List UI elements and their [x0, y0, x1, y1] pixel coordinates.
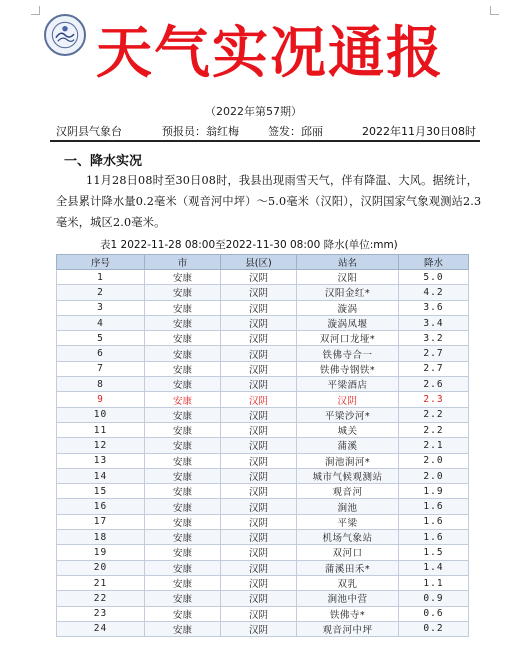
cell-precip: 2.7 [399, 346, 469, 361]
table-row [57, 468, 469, 483]
cell-precip: 2.0 [399, 453, 469, 468]
table-row [57, 346, 469, 361]
cell-city: 安康 [145, 392, 221, 407]
cell-station: 观音河 [297, 484, 399, 499]
table-row [57, 361, 469, 376]
cell-station: 机场气象站 [297, 530, 399, 545]
table-body [57, 270, 469, 637]
cell-station: 铁佛寺合一 [297, 346, 399, 361]
cell-county: 汉阴 [221, 377, 297, 392]
cell-city: 安康 [145, 377, 221, 392]
signer: 签发：邱丽 [268, 125, 323, 138]
cell-station: 漩涡凤堰 [297, 315, 399, 330]
col-header-county: 县(区) [221, 255, 297, 270]
table-row [57, 621, 469, 636]
col-header-station: 站名 [297, 255, 399, 270]
cell-index: 7 [57, 361, 145, 376]
cell-precip: 1.6 [399, 530, 469, 545]
cell-city: 安康 [145, 315, 221, 330]
meteorological-emblem-icon [44, 14, 86, 56]
cell-index: 23 [57, 606, 145, 621]
cell-county: 汉阴 [221, 300, 297, 315]
table-row [57, 300, 469, 315]
cell-index: 5 [57, 331, 145, 346]
page-title: 天气实况通报 [96, 20, 444, 86]
cell-station: 平梁 [297, 514, 399, 529]
cell-station: 观音河中坪 [297, 621, 399, 636]
cell-county: 汉阴 [221, 331, 297, 346]
cell-county: 汉阴 [221, 422, 297, 437]
cell-county: 汉阴 [221, 484, 297, 499]
cell-index: 22 [57, 591, 145, 606]
cell-city: 安康 [145, 514, 221, 529]
cell-precip: 1.5 [399, 545, 469, 560]
cell-index: 20 [57, 560, 145, 575]
table-row [57, 315, 469, 330]
cell-city: 安康 [145, 453, 221, 468]
cell-index: 18 [57, 530, 145, 545]
cell-city: 安康 [145, 499, 221, 514]
cell-county: 汉阴 [221, 514, 297, 529]
cell-station: 铁佛寺钢铁* [297, 361, 399, 376]
cell-station: 蒲溪田禾* [297, 560, 399, 575]
cell-index: 1 [57, 270, 145, 285]
table-row [57, 545, 469, 560]
table-row [57, 453, 469, 468]
cell-precip: 0.6 [399, 606, 469, 621]
cell-city: 安康 [145, 422, 221, 437]
cell-precip: 3.6 [399, 300, 469, 315]
cell-city: 安康 [145, 361, 221, 376]
cell-county: 汉阴 [221, 530, 297, 545]
cell-city: 安康 [145, 407, 221, 422]
cell-precip: 5.0 [399, 270, 469, 285]
cell-precip: 2.1 [399, 438, 469, 453]
table-row [57, 285, 469, 300]
col-header-precip: 降水 [399, 255, 469, 270]
cell-station: 汉阴 [297, 392, 399, 407]
cell-city: 安康 [145, 438, 221, 453]
cell-precip: 1.1 [399, 575, 469, 590]
cell-station: 涧池 [297, 499, 399, 514]
cell-precip: 4.2 [399, 285, 469, 300]
issue-number: （2022年第57期） [205, 105, 302, 118]
cell-station: 双河口龙垭* [297, 331, 399, 346]
cell-station: 平梁酒店 [297, 377, 399, 392]
cell-precip: 3.2 [399, 331, 469, 346]
cell-precip: 2.0 [399, 468, 469, 483]
cell-county: 汉阴 [221, 575, 297, 590]
cell-index: 24 [57, 621, 145, 636]
cell-station: 汉阳金红* [297, 285, 399, 300]
issue-time: 2022年11月30日08时 [362, 125, 476, 138]
cell-station: 城关 [297, 422, 399, 437]
cell-index: 14 [57, 468, 145, 483]
cell-city: 安康 [145, 560, 221, 575]
table-caption: 表1 2022-11-28 08:00至2022-11-30 08:00 降水(单位:mm) [100, 239, 398, 251]
table-row [57, 530, 469, 545]
cell-precip: 2.2 [399, 422, 469, 437]
cell-county: 汉阴 [221, 499, 297, 514]
summary-paragraph: 11月28日08时至30日08时，我县出现雨雪天气，伴有降温、大风。据统计，全县累计降水量0.2毫米（观音河中坪）～5.0毫米（汉阳），汉阴国家气象观测站2.3毫米，城区2.0毫米。 [56, 174, 482, 229]
cell-index: 4 [57, 315, 145, 330]
table-row [57, 407, 469, 422]
table-row [57, 591, 469, 606]
cell-city: 安康 [145, 484, 221, 499]
cell-precip: 2.2 [399, 407, 469, 422]
cell-station: 双乳 [297, 575, 399, 590]
cell-precip: 2.6 [399, 377, 469, 392]
cell-station: 城市气候观测站 [297, 468, 399, 483]
cell-county: 汉阴 [221, 468, 297, 483]
cell-city: 安康 [145, 606, 221, 621]
table-row [57, 484, 469, 499]
cell-index: 2 [57, 285, 145, 300]
cell-precip: 1.9 [399, 484, 469, 499]
cell-city: 安康 [145, 530, 221, 545]
cell-station: 涧池涧河* [297, 453, 399, 468]
cell-station: 漩涡 [297, 300, 399, 315]
cell-city: 安康 [145, 300, 221, 315]
cell-city: 安康 [145, 575, 221, 590]
cell-index: 13 [57, 453, 145, 468]
table-row [57, 514, 469, 529]
page-corner-mark-left [31, 6, 40, 15]
cell-county: 汉阴 [221, 407, 297, 422]
cell-precip: 3.4 [399, 315, 469, 330]
cell-index: 8 [57, 377, 145, 392]
table-row [57, 438, 469, 453]
table-row [57, 392, 469, 407]
cell-index: 3 [57, 300, 145, 315]
cell-station: 涧池中营 [297, 591, 399, 606]
cell-precip: 1.4 [399, 560, 469, 575]
cell-county: 汉阴 [221, 346, 297, 361]
cell-county: 汉阴 [221, 621, 297, 636]
cell-precip: 2.7 [399, 361, 469, 376]
cell-city: 安康 [145, 346, 221, 361]
cell-county: 汉阴 [221, 453, 297, 468]
cell-index: 11 [57, 422, 145, 437]
cell-index: 15 [57, 484, 145, 499]
cell-county: 汉阴 [221, 591, 297, 606]
cell-station: 铁佛寺* [297, 606, 399, 621]
cell-city: 安康 [145, 545, 221, 560]
forecaster: 预报员：翁红梅 [162, 125, 239, 138]
col-header-city: 市 [145, 255, 221, 270]
cell-city: 安康 [145, 285, 221, 300]
cell-county: 汉阴 [221, 285, 297, 300]
cell-precip: 1.6 [399, 514, 469, 529]
table-row [57, 331, 469, 346]
cell-county: 汉阴 [221, 438, 297, 453]
cell-precip: 0.2 [399, 621, 469, 636]
precipitation-table [56, 254, 469, 637]
cell-county: 汉阴 [221, 361, 297, 376]
cell-station: 蒲溪 [297, 438, 399, 453]
cell-county: 汉阴 [221, 270, 297, 285]
cell-county: 汉阴 [221, 545, 297, 560]
cell-city: 安康 [145, 331, 221, 346]
table-row [57, 499, 469, 514]
cell-county: 汉阴 [221, 392, 297, 407]
cell-station: 平梁沙河* [297, 407, 399, 422]
cell-precip: 0.9 [399, 591, 469, 606]
cell-precip: 1.6 [399, 499, 469, 514]
table-row [57, 422, 469, 437]
cell-station: 双河口 [297, 545, 399, 560]
cell-city: 安康 [145, 621, 221, 636]
cell-county: 汉阴 [221, 560, 297, 575]
cell-index: 10 [57, 407, 145, 422]
table-header-row [57, 255, 469, 270]
info-bar [50, 120, 480, 142]
cell-precip: 2.3 [399, 392, 469, 407]
cell-index: 16 [57, 499, 145, 514]
cell-index: 6 [57, 346, 145, 361]
cell-index: 21 [57, 575, 145, 590]
cell-county: 汉阴 [221, 315, 297, 330]
cell-index: 17 [57, 514, 145, 529]
col-header-index: 序号 [57, 255, 145, 270]
table-row [57, 377, 469, 392]
section-title: 一、降水实况 [64, 154, 143, 169]
cell-city: 安康 [145, 468, 221, 483]
cell-index: 9 [57, 392, 145, 407]
cell-city: 安康 [145, 591, 221, 606]
table-row [57, 560, 469, 575]
table-row [57, 575, 469, 590]
table-row [57, 270, 469, 285]
cell-station: 汉阳 [297, 270, 399, 285]
table-row [57, 606, 469, 621]
cell-county: 汉阴 [221, 606, 297, 621]
org-name: 汉阴县气象台 [56, 125, 122, 138]
cell-index: 19 [57, 545, 145, 560]
cell-index: 12 [57, 438, 145, 453]
page-corner-mark-right [490, 6, 499, 15]
cell-city: 安康 [145, 270, 221, 285]
